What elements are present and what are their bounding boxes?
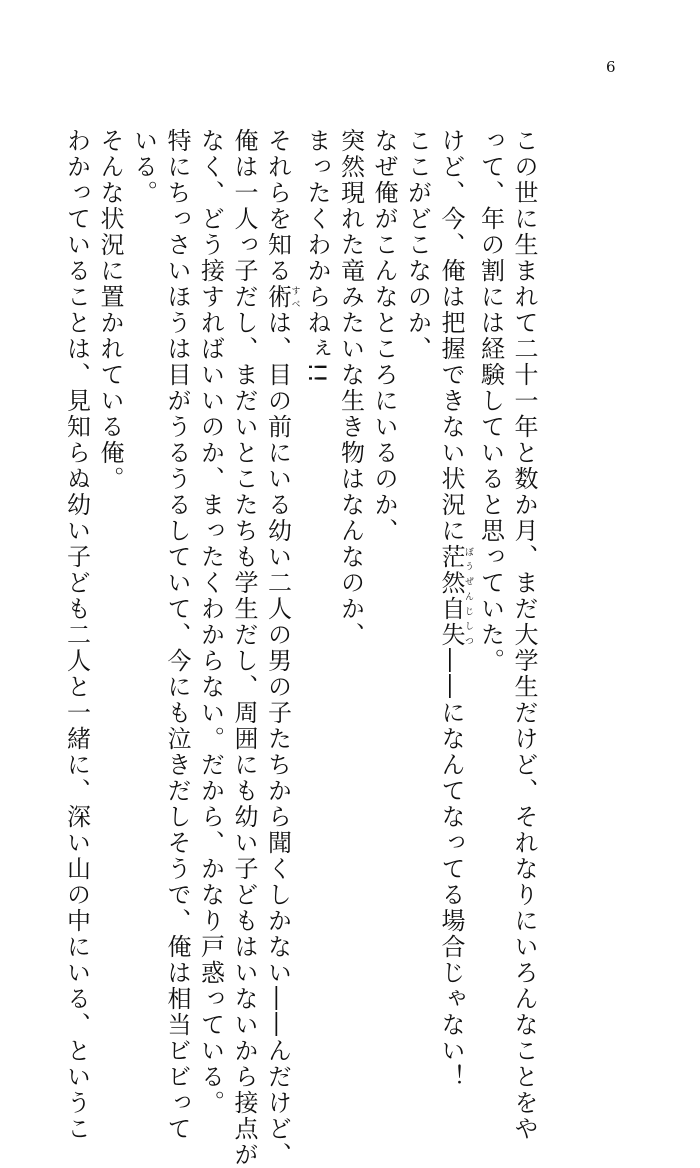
ruby-base: 茫然自失 bbox=[437, 544, 465, 648]
text-line-2: って、年の割には経験していると思っていた。 bbox=[476, 128, 505, 674]
text-line-14: わかっていることは、見知らぬ幼い子ども二人と一緒に、深い山の中にいる、というこ bbox=[62, 128, 91, 1142]
text-line-3 bbox=[434, 128, 474, 1090]
ruby-annotation bbox=[437, 544, 473, 648]
text-line-4: ここがどこなのか、 bbox=[403, 128, 432, 362]
text-line-10: なく、どう接すればいいのか、まったくわからない。だから、かなり戸惑っている。 bbox=[196, 128, 225, 1116]
text-segment: けど、今、俺は把握できない状況に bbox=[437, 128, 465, 544]
page-number: 6 bbox=[606, 58, 616, 76]
text-line-7: まったくわからねぇ!! bbox=[303, 128, 331, 386]
text-line-6: 突然現れた竜みたいな生き物はなんなのか、 bbox=[336, 128, 365, 648]
text-segment: それらを知る bbox=[263, 128, 292, 284]
text-segment: ――になんてなってる場合じゃない！ bbox=[437, 648, 465, 1090]
text-line-9: 俺は一人っ子だし、まだいとこたちも学生だし、周囲にも幼い子どもはいないから接点が bbox=[230, 128, 258, 1168]
text-line-12: いる。 bbox=[129, 128, 158, 206]
ruby-reading: ぼうぜんじしつ bbox=[463, 544, 473, 648]
text-line-13: そんな状況に置かれている俺。 bbox=[96, 128, 124, 492]
text-line-1: この世に生まれて二十一年と数か月、まだ大学生だけど、それなりにいろんなことをや bbox=[510, 128, 538, 1142]
text-line-8 bbox=[260, 128, 300, 1168]
ruby-reading: すべ bbox=[289, 284, 300, 310]
text-segment: は、目の前にいる幼い二人の男の子たちから聞くしかない――んだけど、 bbox=[263, 310, 292, 1168]
ruby-base: 術 bbox=[263, 284, 292, 310]
text-line-11: 特にちっさいほうは目がうるうるしていて、今にも泣きだしそうで、俺は相当ビビって bbox=[163, 128, 191, 1142]
ruby-annotation bbox=[263, 284, 300, 310]
text-line-5: なぜ俺がこんなところにいるのか、 bbox=[370, 128, 398, 544]
body-text bbox=[59, 128, 540, 1168]
